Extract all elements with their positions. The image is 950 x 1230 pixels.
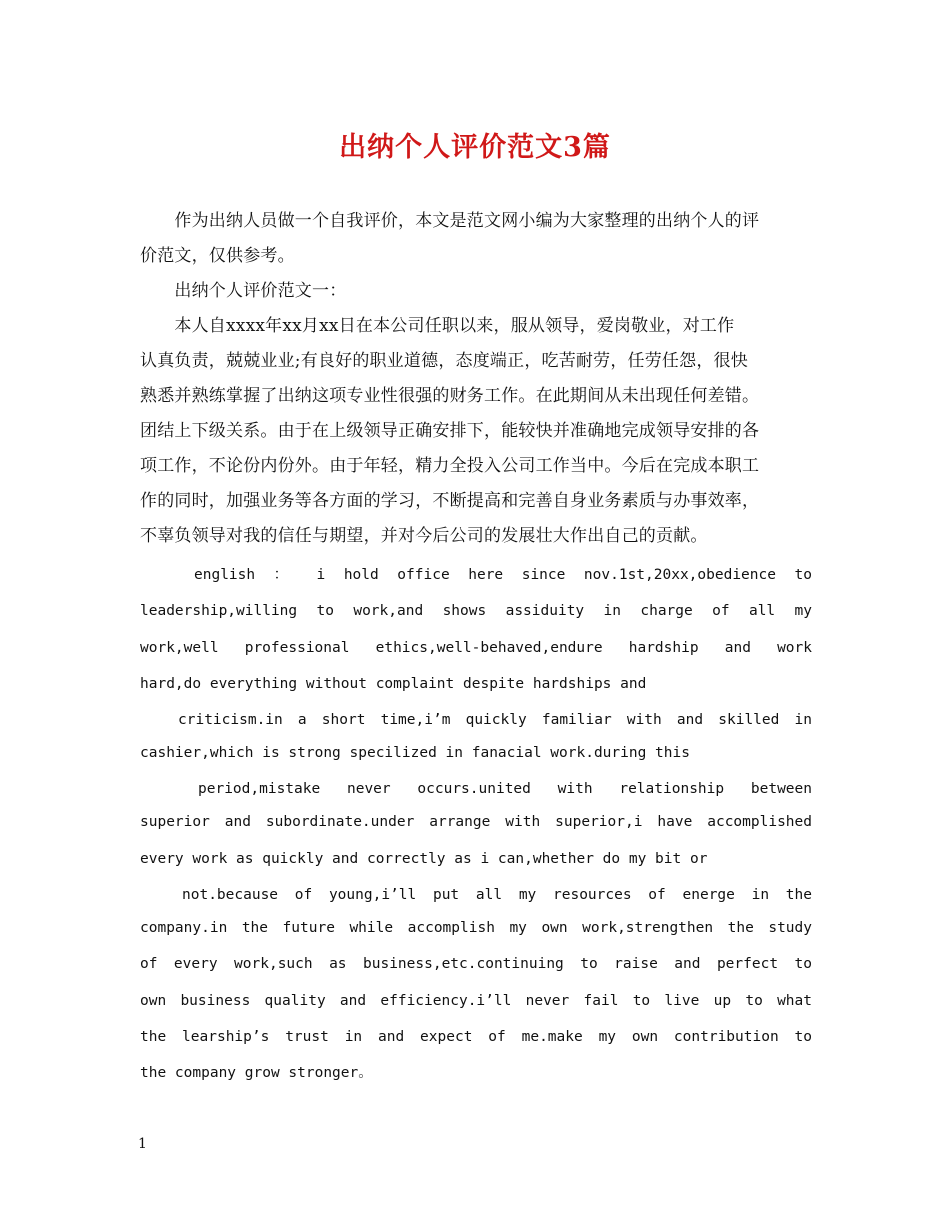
english-line: period,mistake never occurs.united with relationship between [198, 781, 812, 798]
english-line: leadership,willing to work,and shows assiduity in charge of all my [140, 603, 812, 620]
page-number: 1 [138, 1136, 147, 1152]
page-title: 出纳个人评价范文3篇 [339, 132, 611, 163]
english-line: superior and subordinate.under arrange with superior,i have accomplished [140, 814, 812, 831]
english-line: criticism.in a short time,i’m quickly familiar with and skilled in [178, 712, 812, 729]
body-line: 作的同时，加强业务等各方面的学习，不断提高和完善自身业务素质与办事效率， [140, 491, 760, 511]
english-line: the learship’s trust in and expect of me.make my own contribution to [140, 1028, 812, 1045]
english-line: english ： i hold office here since nov.1st,20xx,obedience to [194, 567, 812, 583]
body-line: 团结上下级关系。由于在上级领导正确安排下，能较快并准确地完成领导安排的各 [140, 421, 760, 441]
section-heading [140, 274, 812, 309]
body-line: 认真负责，兢兢业业;有良好的职业道德，态度端正，吃苦耐劳，任劳任怨，很快 [140, 351, 748, 371]
body-line: 熟悉并熟练掌握了出纳这项专业性很强的财务工作。在此期间从未出现任何差错。 [140, 386, 760, 406]
intro-line: 作为出纳人员做一个自我评价，本文是范文网小编为大家整理的出纳个人的评 [140, 211, 760, 231]
section-heading-text: 出纳个人评价范文一： [140, 281, 347, 301]
body-line: 不辜负领导对我的信任与期望，并对今后公司的发展壮大作出自己的贡献。 [140, 526, 708, 546]
english-line: company.in the future while accomplish my own work,strengthen the study [140, 920, 812, 937]
body-line: 项工作，不论份内份外。由于年轻，精力全投入公司工作当中。今后在完成本职工 [140, 456, 760, 476]
english-line: the company grow stronger。 [140, 1065, 373, 1082]
english-line: hard,do everything without complaint despite hardships and [140, 675, 647, 692]
english-line: every work as quickly and correctly as i can,whether do my bit or [140, 850, 708, 867]
english-line: work,well professional ethics,well-behaved,endure hardship and work [140, 639, 812, 656]
english-line: own business quality and efficiency.i’ll never fail to live up to what [140, 992, 812, 1009]
body-line: 本人自xxxx年xx月xx日在本公司任职以来，服从领导，爱岗敬业，对工作 [140, 316, 735, 336]
chinese-body-paragraph [140, 309, 812, 554]
english-line: of every work,such as business,etc.continuing to raise and perfect to [140, 956, 812, 973]
english-line: cashier,which is strong specilized in fanacial work.during this [140, 745, 690, 762]
intro-paragraph [140, 204, 812, 274]
english-paragraph [140, 557, 812, 1092]
intro-line: 价范文，仅供参考。 [140, 246, 295, 266]
english-line: not.because of young,i’ll put all my resources of energe in the [182, 887, 812, 904]
